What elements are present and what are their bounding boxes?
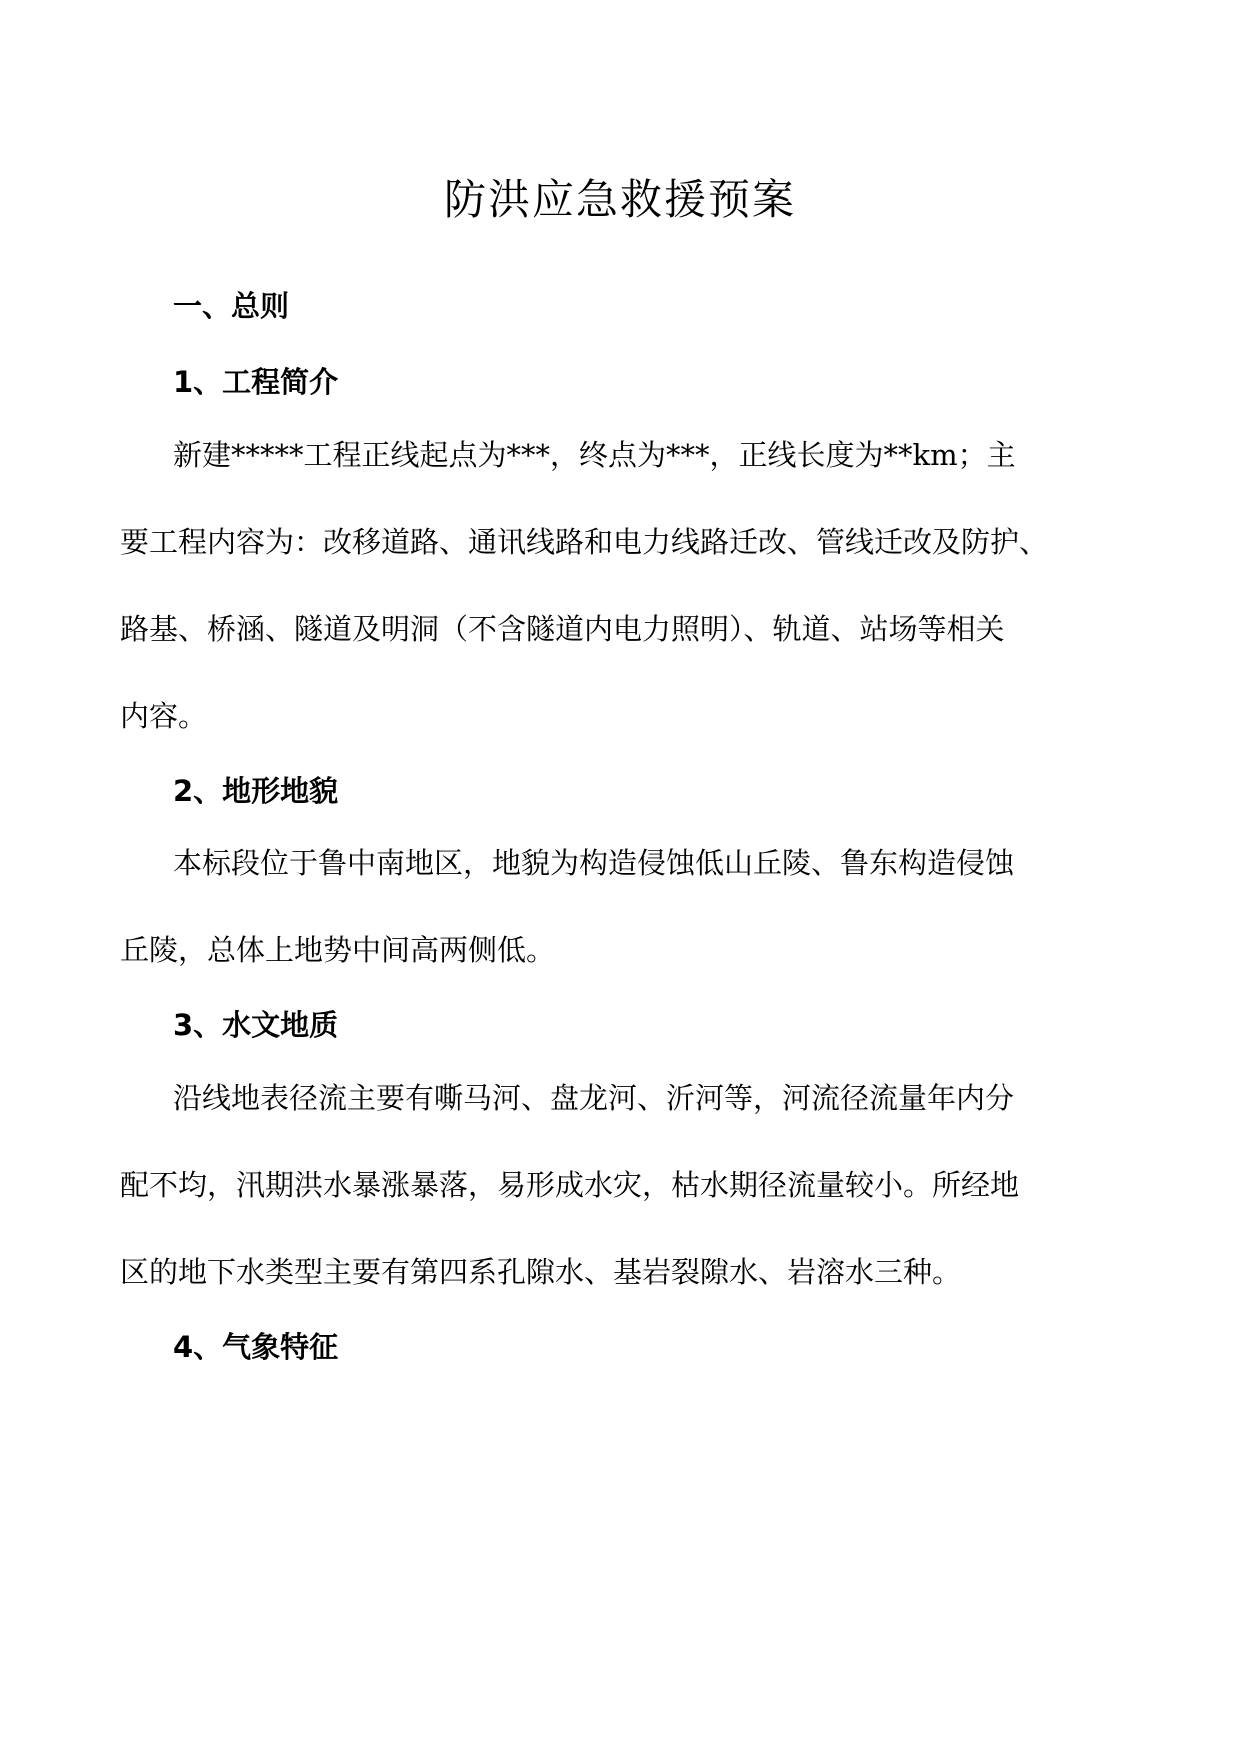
- subsection-heading-project-overview: 1、工程简介: [173, 365, 339, 399]
- section-heading-general: 一、总则: [173, 289, 290, 323]
- paragraph-line: 本标段位于鲁中南地区，地貌为构造侵蚀低山丘陵、鲁东构造侵蚀: [173, 846, 1015, 880]
- paragraph-line: 沿线地表径流主要有嘶马河、盘龙河、沂河等，河流径流量年内分: [173, 1081, 1015, 1115]
- paragraph-line: 要工程内容为：改移道路、通讯线路和电力线路迁改、管线迁改及防护、: [120, 525, 1049, 559]
- paragraph-line: 配不均，汛期洪水暴涨暴落，易形成水灾，枯水期径流量较小。所经地: [120, 1168, 1020, 1202]
- document-title: 防洪应急救援预案: [443, 175, 796, 224]
- paragraph-line: 丘陵，总体上地势中间高两侧低。: [120, 933, 556, 967]
- paragraph-line: 内容。: [120, 699, 208, 733]
- subsection-heading-climate: 4、气象特征: [173, 1330, 339, 1364]
- paragraph-line: 路基、桥涵、隧道及明洞（不含隧道内电力照明）、轨道、站场等相关: [120, 612, 1005, 646]
- subsection-heading-hydrogeology: 3、水文地质: [173, 1008, 339, 1042]
- paragraph-line: 区的地下水类型主要有第四系孔隙水、基岩裂隙水、岩溶水三种。: [120, 1255, 962, 1289]
- subsection-heading-terrain: 2、地形地貌: [173, 774, 339, 808]
- paragraph-line: 新建*****工程正线起点为***，终点为***，正线长度为**km；主: [173, 438, 1016, 472]
